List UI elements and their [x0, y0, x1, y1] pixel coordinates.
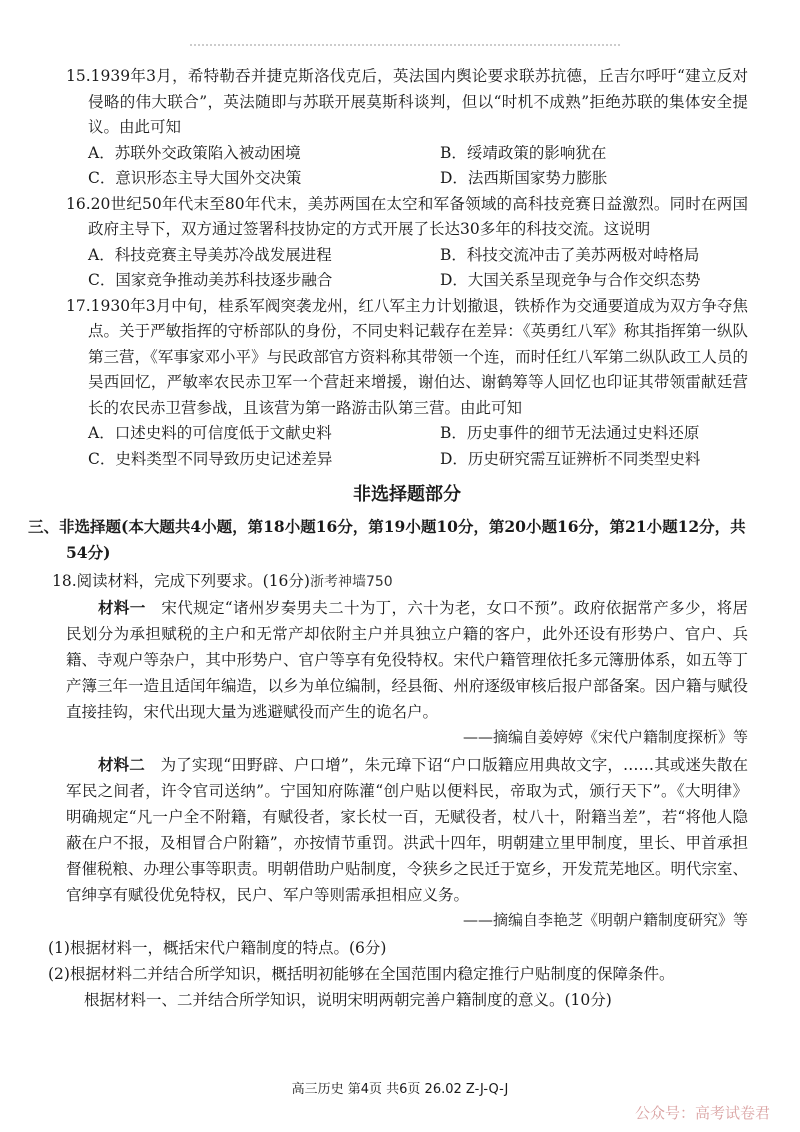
- sub-question-2: (2)根据材料二并结合所学知识，概括明初能够在全国范围内稳定推行户贴制度的保障条件。: [48, 965, 675, 983]
- option-a: A．口述史料的可信度低于文献史料: [88, 424, 332, 442]
- option-d: D．大国关系呈现竞争与合作交织态势: [440, 271, 701, 289]
- question-18-text: 18.阅读材料，完成下列要求。(16分): [52, 572, 310, 590]
- material-1-source: ——摘编自姜婷婷《宋代户籍制度探析》等: [462, 728, 748, 746]
- page-footer: 高三历史 第4页 共6页 26.02 Z-J-Q-J: [291, 1082, 509, 1097]
- question-18-prompt: [52, 568, 748, 595]
- material-2-source: ——摘编自李艳芝《明朝户籍制度研究》等: [462, 911, 748, 929]
- question-16: [66, 192, 748, 294]
- material-1-label: 材料一: [98, 598, 146, 617]
- material-1: [66, 595, 748, 725]
- question-15: [66, 64, 748, 192]
- section-title: 非选择题部分: [353, 484, 461, 505]
- option-b: B．绥靖政策的影响犹在: [440, 143, 607, 162]
- material-2: [66, 752, 748, 908]
- option-d: D．法西斯国家势力膨胀: [440, 169, 608, 187]
- question-stem: 15.1939年3月，希特勒吞并捷克斯洛伐克后，英法国内舆论要求联苏抗德，丘吉尔呼吁“建立反对侵略的伟大联合”，英法随即与苏联开展莫斯科谈判，但以“时机不成熟”拒绝苏联的集体安全提议。由此可知: [66, 67, 748, 136]
- inline-watermark: 浙考神墙750: [309, 574, 393, 590]
- option-a: A．苏联外交政策陷入被动困境: [88, 143, 301, 162]
- option-a: A．科技竞赛主导美苏冷战发展进程: [88, 245, 332, 264]
- cropped-top-line: [190, 44, 620, 52]
- option-b: B．科技交流冲击了美苏两极对峙格局: [440, 245, 700, 264]
- question-stem: 17.1930年3月中旬，桂系军阀突袭龙州，红八军主力计划撤退，铁桥作为交通要道成为双方争夺焦点。关于严敏指挥的守桥部队的身份，不同史料记载存在差异：《英勇红八军》称其指挥第一纵队第三营，《军事家邓小平》与民政部官方资料称其带领一个连，而时任红八军第二纵队政工人员的吴西回忆，严敏率农民赤卫军一个营赶来增援，谢伯达、谢鹤筹等人回忆也印证其带领雷献廷营长的农民赤卫营参战，且该营为第一路游击队第三营。由此可知: [66, 296, 748, 417]
- material-2-label: 材料二: [98, 755, 145, 774]
- material-1-text: 宋代规定“诸州岁奏男夫二十为丁，六十为老，女口不预”。政府依据常产多少，将居民划分为承担赋税的主户和无常产却依附主户并具独立户籍的客户，此外还设有形势户、官户、兵籍、寺观户等杂户，其中形势户、官户等享有免役特权。宋代户籍管理依托多元簿册体系，如五等丁产簿三年一造且适闰年编造，以乡为单位编制，经县衙、州府逐级审核后报户部备案。因户籍与赋役直接挂钩，宋代出现大量为逃避赋役而产生的诡名户。: [66, 599, 749, 721]
- question-17: [66, 294, 748, 473]
- option-b: B．历史事件的细节无法通过史料还原: [440, 424, 700, 442]
- options-grid: [66, 243, 748, 294]
- question-stem: 16.20世纪50年代末至80年代末，美苏两国在太空和军备领域的高科技竞赛日益激烈。同时在两国政府主导下，双方通过签署科技协定的方式开展了长达30多年的科技交流。这说明: [66, 194, 748, 238]
- material-2-text: 为了实现“田野辟、户口增”，朱元璋下诏“户口版籍应用典故文字，……其或迷失散在军民之间者，许令官司送纳”。宁国知府陈灌“创户贴以便料民，帝取为式，颁行天下”。《大明律》明确规定“凡一户全不附籍，有赋役者，家长杖一百，无赋役者，杖八十，附籍当差”，若“将他人隐蔽在户不报，及相冒合户附籍”，亦按情节重罚。洪武十四年，明朝建立里甲制度，里长、甲首承担督催税粮、办理公事等职责。明朝借助户贴制度，令狭乡之民迁于宽乡，开发荒芜地区。明代宗室、官绅享有赋役优免特权，民户、军户等则需承担相应义务。: [66, 756, 749, 904]
- watermark: 公众号：高考试卷君: [634, 1104, 770, 1122]
- sub-question-1: (1)根据材料一，概括宋代户籍制度的特点。(6分): [48, 939, 387, 957]
- option-c: C．国家竞争推动美苏科技逐步融合: [88, 271, 333, 289]
- sub-question-2-continued: 根据材料一、二并结合所学知识，说明宋明两朝完善户籍制度的意义。(10分): [84, 991, 612, 1009]
- options-grid: [66, 421, 748, 472]
- part3-heading: 三、非选择题(本大题共4小题，第18小题16分，第19小题10分，第20小题16分，第21小题12分，共54分): [28, 517, 746, 562]
- option-c: C．意识形态主导大国外交决策: [88, 169, 302, 187]
- options-grid: [66, 141, 748, 192]
- option-c: C．史料类型不同导致历史记述差异: [88, 449, 333, 468]
- option-d: D．历史研究需互证辨析不同类型史料: [440, 449, 701, 468]
- page-content: [28, 64, 749, 1013]
